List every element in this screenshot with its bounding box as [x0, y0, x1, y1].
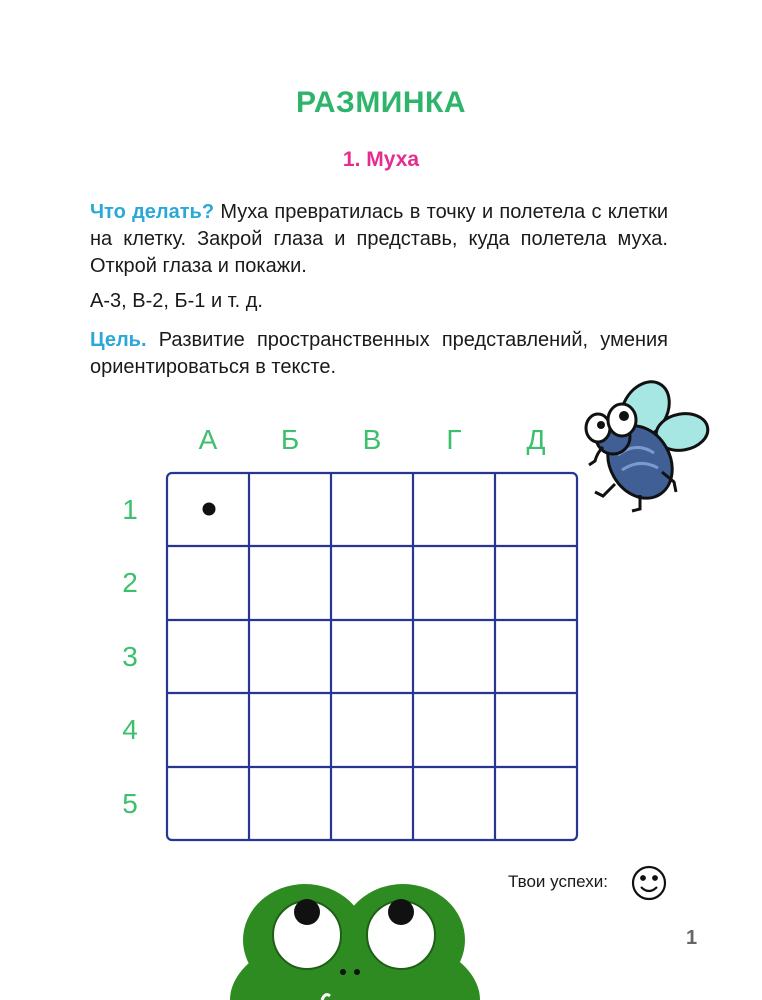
row-label-5: 5: [122, 788, 138, 819]
goal-label: Цель.: [90, 329, 147, 351]
what-to-do-label: Что делать?: [90, 201, 215, 223]
page-number: 1: [686, 927, 698, 949]
fly-icon: [586, 373, 711, 511]
smiley-icon: [633, 867, 665, 899]
column-label-d: Д: [526, 424, 546, 455]
row-label-1: 1: [122, 494, 138, 525]
page-title: РАЗМИНКА: [295, 86, 467, 119]
column-label-g: Г: [446, 424, 462, 455]
fly-dot[interactable]: [203, 503, 216, 516]
row-label-2: 2: [122, 567, 138, 598]
success-label: Твои успехи:: [508, 872, 608, 891]
row-label-3: 3: [122, 641, 138, 672]
frog-icon: [230, 884, 480, 1000]
row-label-4: 4: [122, 714, 138, 745]
column-label-b: Б: [280, 424, 300, 455]
grid-border: [167, 473, 577, 840]
column-label-v: В: [362, 424, 382, 455]
column-label-a: А: [198, 424, 218, 455]
exercise-title: 1. Муха: [342, 148, 420, 171]
what-to-do-text: Муха превратилась в точку и полетела с клетки на клетку. Закрой глаза и представь, куда полетела муха. Открой глаза и покажи.: [90, 201, 668, 277]
grid-lines: [167, 473, 577, 840]
goal-text: Развитие пространственных представлений, умения ориентироваться в тексте.: [90, 329, 668, 378]
example-moves: А-3, В-2, Б-1 и т. д.: [90, 290, 263, 312]
